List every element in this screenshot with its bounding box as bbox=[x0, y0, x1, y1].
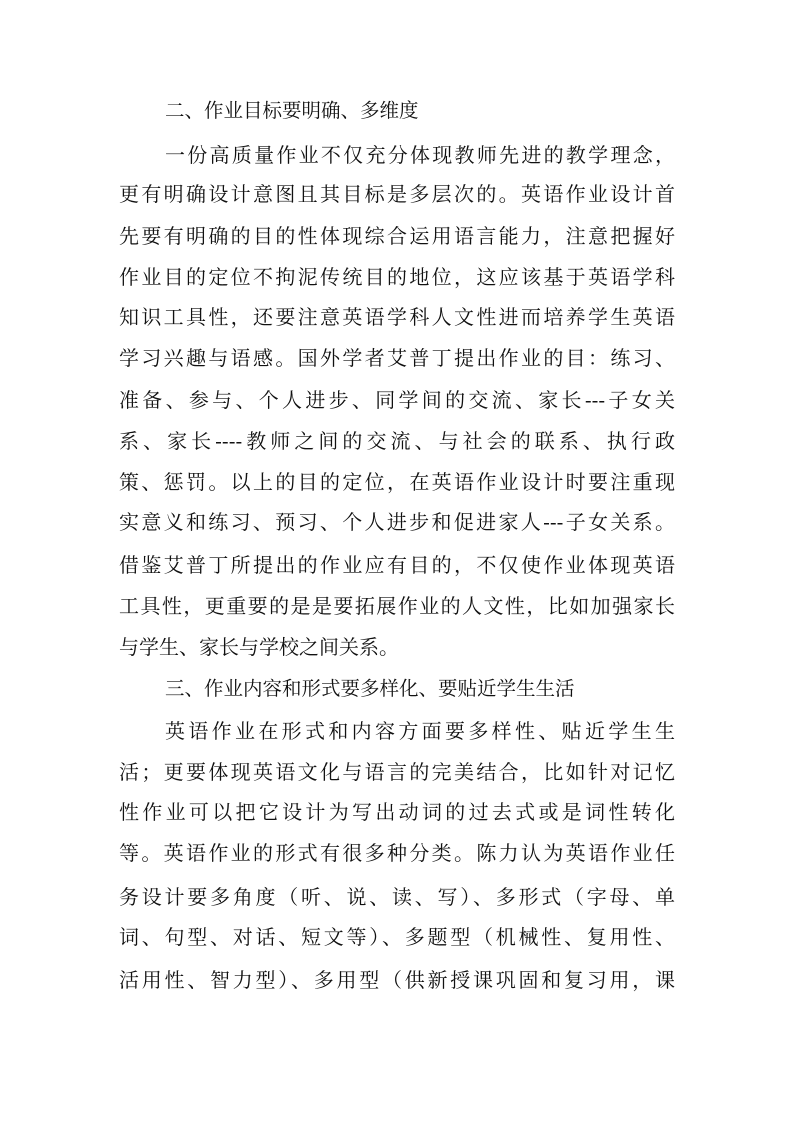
paragraph-line: 先要有明确的目的性体现综合运用语言能力，注意把握好 bbox=[119, 224, 675, 248]
paragraph-line: 一份高质量作业不仅充分体现教师先进的教学理念， bbox=[165, 143, 675, 167]
section-heading: 三、作业内容和形式要多样化、要贴近学生生活 bbox=[165, 677, 575, 700]
section-heading: 二、作业目标要明确、多维度 bbox=[165, 99, 419, 122]
paragraph-line: 准备、参与、个人进步、同学间的交流、家长---子女关 bbox=[119, 388, 675, 412]
paragraph-line: 活；更要体现英语文化与语言的完美结合，比如针对记忆 bbox=[119, 760, 675, 784]
paragraph-line: 系、家长----教师之间的交流、与社会的联系、执行政 bbox=[119, 429, 675, 453]
paragraph-line: 更有明确设计意图且其目标是多层次的。英语作业设计首 bbox=[119, 182, 675, 206]
paragraph-line: 活用性、智力型）、多用型（供新授课巩固和复习用，课 bbox=[119, 968, 675, 992]
paragraph-line: 务设计要多角度（听、说、读、写）、多形式（字母、单 bbox=[119, 885, 675, 909]
paragraph-line: 策、惩罚。以上的目的定位，在英语作业设计时要注重现 bbox=[119, 470, 675, 494]
paragraph-line: 知识工具性，还要注意英语学科人文性进而培养学生英语 bbox=[119, 305, 675, 329]
paragraph-line: 英语作业在形式和内容方面要多样性、贴近学生生 bbox=[165, 719, 675, 743]
paragraph-line: 学习兴趣与语感。国外学者艾普丁提出作业的目：练习、 bbox=[119, 346, 675, 370]
paragraph-line: 词、句型、对话、短文等）、多题型（机械性、复用性、 bbox=[119, 925, 675, 949]
paragraph-line: 工具性，更重要的是是要拓展作业的人文性，比如加强家长 bbox=[119, 594, 675, 618]
paragraph-line: 作业目的定位不拘泥传统目的地位，这应该基于英语学科 bbox=[119, 265, 675, 289]
paragraph-line: 与学生、家长与学校之间关系。 bbox=[119, 635, 399, 659]
paragraph-line: 等。英语作业的形式有很多种分类。陈力认为英语作业任 bbox=[119, 841, 675, 865]
paragraph-line: 性作业可以把它设计为写出动词的过去式或是词性转化 bbox=[119, 800, 675, 824]
paragraph-line: 实意义和练习、预习、个人进步和促进家人---子女关系。 bbox=[119, 510, 675, 534]
paragraph-line: 借鉴艾普丁所提出的作业应有目的，不仅使作业体现英语 bbox=[119, 553, 675, 577]
